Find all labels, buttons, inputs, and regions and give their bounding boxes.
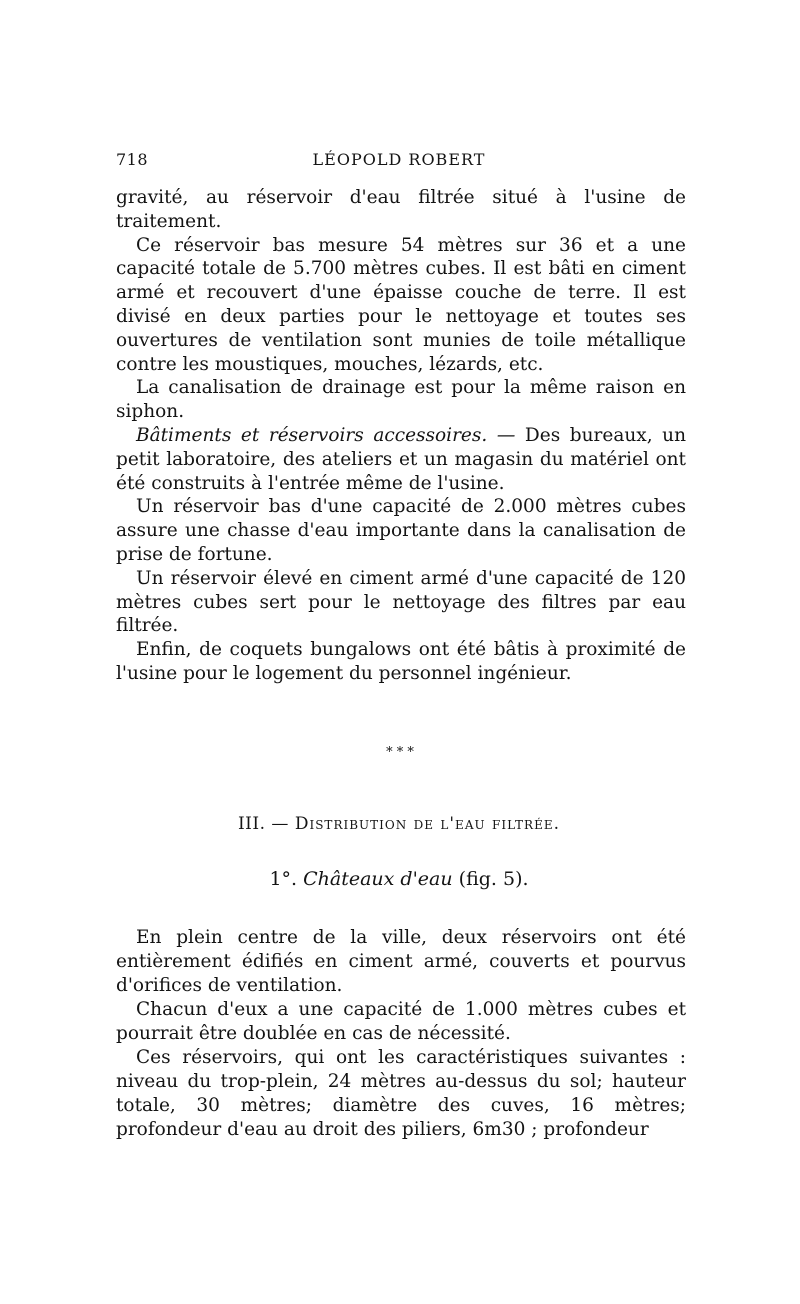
page-header — [116, 150, 682, 176]
section-title — [116, 814, 682, 834]
figure-reference: (fig. 5). — [458, 868, 529, 890]
subsection-title-text: Châteaux d'eau — [303, 868, 453, 890]
subsection-title — [116, 868, 682, 890]
paragraph: La canalisation de drainage est pour la même raison en siphon. — [116, 377, 686, 423]
paragraph: gravité, au réservoir d'eau filtrée situé à l'usine de traitement. — [116, 187, 686, 232]
asterism-text: * * * — [386, 745, 414, 760]
section-numeral: III. — — [237, 814, 289, 834]
paragraph: Ces réservoirs, qui ont les caractéristiques suivantes : niveau du trop-plein, 24 mètres au-dessus du sol; hauteur totale, 30 mètres; diamètre des cuves, 16 mètres; profondeur d'eau au droit des piliers, 6m30 ; profondeur — [116, 1047, 686, 1140]
paragraph: Un réservoir bas d'une capacité de 2.000 mètres cubes assure une chasse d'eau importante dans la canalisation de prise de fortune. — [116, 496, 686, 565]
paragraph: Chacun d'eux a une capacité de 1.000 mètres cubes et pourrait être doublée en cas de nécessité. — [116, 999, 686, 1044]
paragraph: Enfin, de coquets bungalows ont été bâtis à proximité de l'usine pour le logement du personnel ingénieur. — [116, 639, 686, 684]
paragraph: En plein centre de la ville, deux réservoirs ont été entièrement édifiés en ciment armé, couverts et pourvus d'orifices de ventilation. — [116, 927, 686, 996]
paragraph-with-heading — [116, 424, 686, 495]
body-text-top — [116, 186, 686, 686]
asterism — [380, 746, 420, 786]
body-text-bottom — [116, 926, 686, 1142]
italic-run-in-heading: Bâtiments et réservoirs accessoires. — — [136, 424, 516, 446]
paragraph: Un réservoir élevé en ciment armé d'une capacité de 120 mètres cubes sert pour le nettoyage des filtres par eau filtrée. — [116, 567, 686, 637]
running-head: LÉOPOLD ROBERT — [312, 150, 486, 169]
paragraph-text: Des bureaux, un petit laboratoire, des ateliers et un magasin du matériel ont été construits à l'entrée même de l'usine. — [116, 424, 686, 494]
page-number: 718 — [116, 150, 149, 169]
subsection-number: 1°. — [269, 868, 298, 890]
section-title-text: Distribution de l'eau filtrée. — [294, 814, 561, 834]
paragraph: Ce réservoir bas mesure 54 mètres sur 36 et a une capacité totale de 5.700 mètres cubes. Il est bâti en ciment armé et recouvert d'une épaisse couche de terre. Il est divisé en deux parties pour le nettoyage et toutes ses ouvertures de ventilation sont munies de toile métallique contre les moustiques, mouches, lézards, etc. — [116, 234, 686, 375]
